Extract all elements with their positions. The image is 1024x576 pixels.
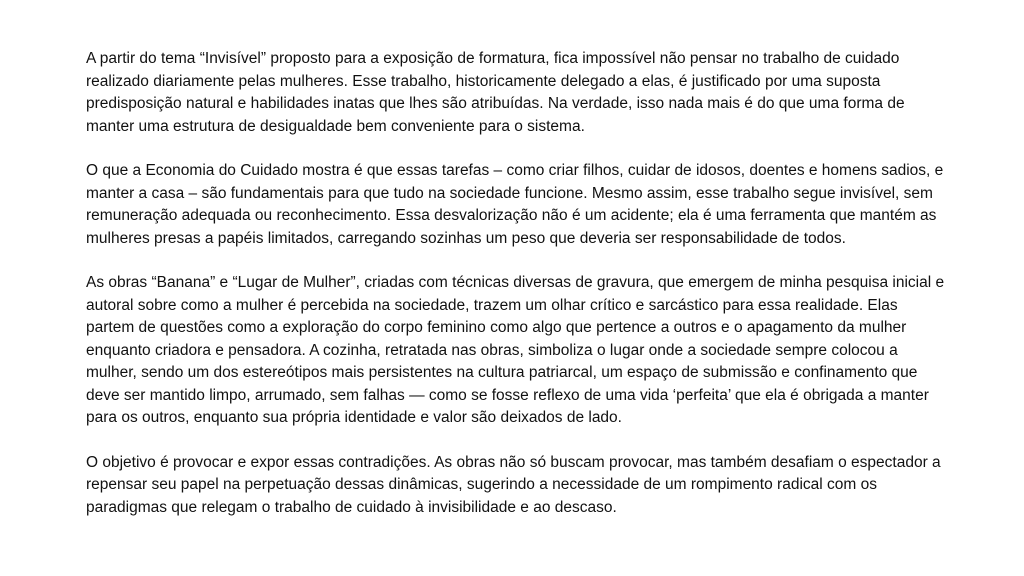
paragraph-artworks: As obras “Banana” e “Lugar de Mulher”, criadas com técnicas diversas de gravura, que emergem de minha pesquisa inicial e autoral sobre como a mulher é percebida na sociedade, trazem um olhar crítico e sarcástico para essa realidade. Elas partem de questões como a exploração do corpo feminino como algo que pertence a outros e o apagamento da mulher enquanto criadora e pensadora. A cozinha, retratada nas obras, simboliza o lugar onde a sociedade sempre colocou a mulher, sendo um dos estereótipos mais persistentes na cultura patriarcal, um espaço de submissão e confinamento que deve ser mantido limpo, arrumado, sem falhas — como se fosse reflexo de uma vida ‘perfeita’ que ela é obrigada a manter para os outros, enquanto sua própria identidade e valor são deixados de lado. [86, 274, 945, 426]
paragraph-care-economy: O que a Economia do Cuidado mostra é que essas tarefas – como criar filhos, cuidar de idosos, doentes e homens sadios, e manter a casa – são fundamentais para que tudo na sociedade funcione. Mesmo assim, esse trabalho segue invisível, sem remuneração adequada ou reconhecimento. Essa desvalorização não é um acidente; ela é uma ferramenta que mantém as mulheres presas a papéis limitados, carregando sozinhas um peso que deveria ser responsabilidade de todos. [86, 162, 944, 247]
text-body [86, 48, 946, 541]
paragraph-intro: A partir do tema “Invisível” proposto para a exposição de formatura, fica impossível não pensar no trabalho de cuidado realizado diariamente pelas mulheres. Esse trabalho, historicamente delegado a elas, é justificado por uma suposta predisposição natural e habilidades inatas que lhes são atribuídas. Na verdade, isso nada mais é do que uma forma de manter uma estrutura de desigualdade bem conveniente para o sistema. [86, 50, 905, 135]
paragraph-objective: O objetivo é provocar e expor essas contradições. As obras não só buscam provocar, mas também desafiam o espectador a repensar seu papel na perpetuação dessas dinâmicas, sugerindo a necessidade de um rompimento radical com os paradigmas que relegam o trabalho de cuidado à invisibilidade e ao descaso. [86, 453, 941, 516]
